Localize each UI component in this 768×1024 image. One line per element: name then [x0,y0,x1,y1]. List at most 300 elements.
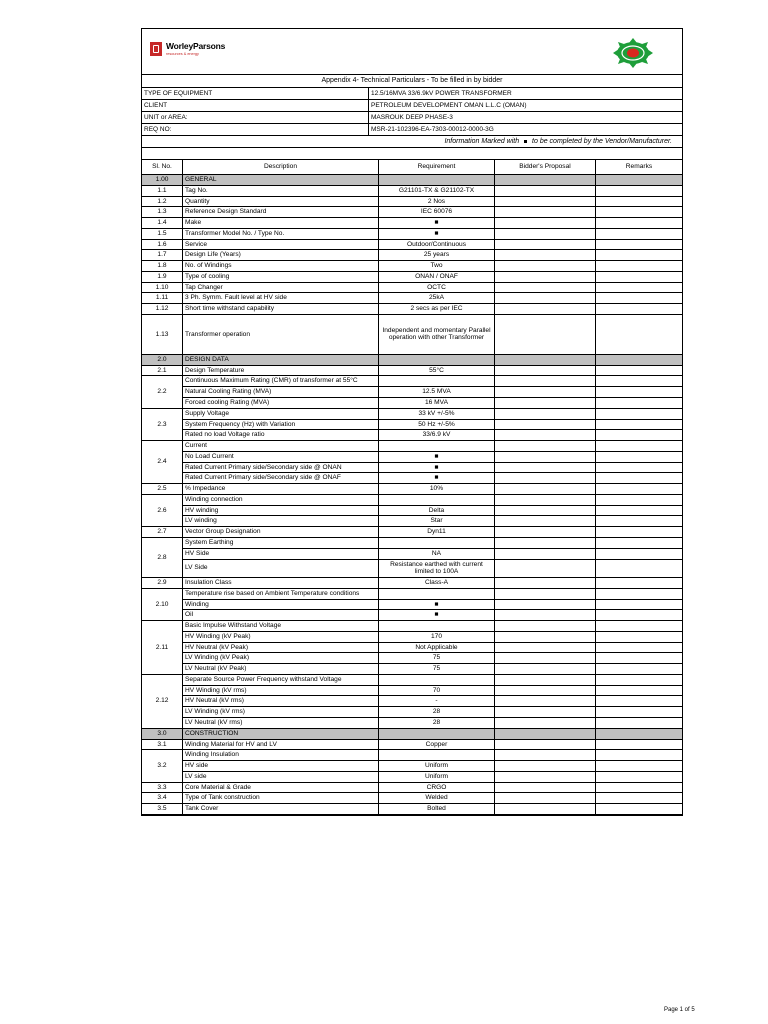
bidders-proposal-cell [495,419,596,430]
item-requirement: Outdoor/Continuous [379,239,495,250]
section-title: GENERAL [183,175,379,186]
remarks-cell [596,527,683,538]
bidders-proposal-cell [495,728,596,739]
remarks-cell [596,239,683,250]
bidders-proposal-cell [495,304,596,315]
table-row [142,261,682,272]
remarks-cell [596,685,683,696]
item-number: 1.7 [142,250,183,261]
table-row [142,441,682,452]
item-description: Vector Group Designation [183,527,379,538]
item-description: Temperature rise based on Ambient Temperature conditions [183,588,379,599]
table-row [142,696,682,707]
item-number: 1.10 [142,282,183,293]
remarks-cell [596,707,683,718]
item-description: HV Winding (kV Peak) [183,631,379,642]
bidders-proposal-cell [495,282,596,293]
bidders-proposal-cell [495,293,596,304]
item-description: Current [183,441,379,452]
item-requirement: Two [379,261,495,272]
bidders-proposal-cell [495,761,596,772]
info-value: MSR-21-102396-EA-7303-00012-0000-3G [371,126,494,133]
info-label: TYPE OF EQUIPMENT [142,88,369,99]
item-description: HV side [183,761,379,772]
bidders-proposal-cell [495,771,596,782]
item-description: HV winding [183,505,379,516]
bidders-proposal-cell [495,750,596,761]
remarks-cell [596,271,683,282]
item-description: Rated Current Primary side/Secondary side @ ONAF [183,473,379,484]
item-number: 2.2 [142,376,183,408]
item-requirement: Uniform [379,761,495,772]
table-row [142,365,682,376]
item-description: Separate Source Power Frequency withstand Voltage [183,674,379,685]
item-description: HV Winding (kV rms) [183,685,379,696]
item-description: Type of Tank construction [183,793,379,804]
item-description: LV Neutral (kV Peak) [183,664,379,675]
bidders-proposal-cell [495,451,596,462]
remarks-cell [596,728,683,739]
item-requirement: Dyn11 [379,527,495,538]
bidders-proposal-cell [495,354,596,365]
item-description: Winding [183,599,379,610]
remarks-cell [596,621,683,632]
table-row [142,750,682,761]
item-requirement: 50 Hz +/-5% [379,419,495,430]
item-requirement: Welded [379,793,495,804]
bidders-proposal-cell [495,271,596,282]
table-row [142,804,682,815]
bidders-proposal-cell [495,430,596,441]
bidders-proposal-cell [495,408,596,419]
pdo-logo-icon [610,37,656,69]
item-requirement: 25 years [379,250,495,261]
item-number: 2.10 [142,588,183,620]
item-requirement: ■ [379,462,495,473]
item-description: Tank Cover [183,804,379,815]
item-number: 1.3 [142,207,183,218]
bidders-proposal-cell [495,175,596,186]
item-requirement: NA [379,548,495,559]
table-row [142,610,682,621]
remarks-cell [596,505,683,516]
company-tagline: resources & energy [166,51,199,56]
item-requirement: 170 [379,631,495,642]
item-requirement: Resistance earthed with current limited to 100A [379,559,495,578]
remarks-cell [596,674,683,685]
table-row [142,473,682,484]
vendor-note [142,136,682,148]
info-value: MASROUK DEEP PHASE-3 [371,114,453,121]
remarks-cell [596,559,683,578]
section-row [142,728,682,739]
bidders-proposal-cell [495,250,596,261]
table-row [142,314,682,354]
remarks-cell [596,451,683,462]
col-requirement: Requirement [379,160,495,175]
item-description: LV side [183,771,379,782]
table-row [142,430,682,441]
item-description: LV winding [183,516,379,527]
item-requirement: IEC 60076 [379,207,495,218]
item-requirement: 16 MVA [379,398,495,409]
requirement-cell [379,354,495,365]
item-description: Rated no load Voltage ratio [183,430,379,441]
item-description: LV Neutral (kV rms) [183,717,379,728]
item-requirement: 55°C [379,365,495,376]
bidders-proposal-cell [495,621,596,632]
bidders-proposal-cell [495,376,596,387]
datasheet [141,28,683,816]
item-requirement: 33 kV +/-5% [379,408,495,419]
bidders-proposal-cell [495,664,596,675]
remarks-cell [596,537,683,548]
remarks-cell [596,588,683,599]
table-row [142,505,682,516]
company-name: WorleyParsons [166,41,226,51]
remarks-cell [596,354,683,365]
table-row [142,419,682,430]
item-description: % Impedance [183,484,379,495]
table-row [142,674,682,685]
item-number: 1.4 [142,218,183,229]
item-requirement: Copper [379,739,495,750]
item-number: 3.4 [142,793,183,804]
item-number: 2.3 [142,408,183,440]
item-number: 2.11 [142,621,183,675]
item-number: 2.4 [142,441,183,484]
table-row [142,761,682,772]
item-requirement: Delta [379,505,495,516]
item-requirement: 28 [379,717,495,728]
item-description: Core Material & Grade [183,782,379,793]
item-description: Winding Insulation [183,750,379,761]
remarks-cell [596,653,683,664]
item-number: 2.1 [142,365,183,376]
item-requirement: 28 [379,707,495,718]
bidders-proposal-cell [495,398,596,409]
item-number: 1.9 [142,271,183,282]
item-number: 3.2 [142,750,183,782]
bidders-proposal-cell [495,239,596,250]
bidders-proposal-cell [495,527,596,538]
bidders-proposal-cell [495,804,596,815]
table-row [142,462,682,473]
bidders-proposal-cell [495,505,596,516]
item-description: Type of cooling [183,271,379,282]
item-description: System Earthing [183,537,379,548]
particulars-table [142,160,682,815]
bullet-marker-icon [524,140,527,143]
item-requirement: Star [379,516,495,527]
requirement-cell [379,728,495,739]
table-row [142,494,682,505]
table-row [142,537,682,548]
table-row [142,451,682,462]
bidders-proposal-cell [495,548,596,559]
item-number: 1.1 [142,185,183,196]
info-row [142,88,682,100]
item-description: Transformer operation [183,314,379,354]
bidders-proposal-cell [495,642,596,653]
bidders-proposal-cell [495,588,596,599]
remarks-cell [596,293,683,304]
bidders-proposal-cell [495,685,596,696]
item-description: Design Temperature [183,365,379,376]
table-row [142,516,682,527]
remarks-cell [596,578,683,589]
remarks-cell [596,441,683,452]
item-number: 1.5 [142,228,183,239]
col-bidders-proposal: Bidder's Proposal [495,160,596,175]
table-row [142,664,682,675]
item-description: Winding Material for HV and LV [183,739,379,750]
section-title: CONSTRUCTION [183,728,379,739]
item-description: Insulation Class [183,578,379,589]
bidders-proposal-cell [495,578,596,589]
bidders-proposal-cell [495,537,596,548]
remarks-cell [596,516,683,527]
remarks-cell [596,462,683,473]
remarks-cell [596,314,683,354]
table-row [142,631,682,642]
item-description: Make [183,218,379,229]
table-row [142,387,682,398]
item-description: Short time withstand capability [183,304,379,315]
item-number: 3.5 [142,804,183,815]
item-requirement: ■ [379,451,495,462]
bidders-proposal-cell [495,387,596,398]
table-row [142,578,682,589]
table-row [142,484,682,495]
bidders-proposal-cell [495,484,596,495]
table-row [142,642,682,653]
item-description: Continuous Maximum Rating (CMR) of transformer at 55°C [183,376,379,387]
item-number: 2.12 [142,674,183,728]
item-requirement: 2 secs as per IEC [379,304,495,315]
table-header-row [142,160,682,175]
item-requirement [379,441,495,452]
table-row [142,293,682,304]
item-requirement: Bolted [379,804,495,815]
bidders-proposal-cell [495,707,596,718]
item-number: 1.8 [142,261,183,272]
remarks-cell [596,250,683,261]
table-row [142,527,682,538]
table-row [142,793,682,804]
item-description: Quantity [183,196,379,207]
remarks-cell [596,642,683,653]
section-row [142,354,682,365]
table-row [142,207,682,218]
requirement-cell [379,175,495,186]
remarks-cell [596,207,683,218]
remarks-cell [596,696,683,707]
bidders-proposal-cell [495,696,596,707]
item-description: Tag No. [183,185,379,196]
info-row [142,100,682,112]
item-description: Rated Current Primary side/Secondary side @ ONAN [183,462,379,473]
table-row [142,653,682,664]
info-block [142,88,682,136]
remarks-cell [596,218,683,229]
spacer [142,148,682,160]
col-remarks: Remarks [596,160,683,175]
remarks-cell [596,387,683,398]
item-description: System Frequency (Hz) with Variation [183,419,379,430]
item-requirement: 10% [379,484,495,495]
table-row [142,559,682,578]
table-row [142,408,682,419]
item-number: 1.2 [142,196,183,207]
remarks-cell [596,610,683,621]
item-description: Supply Voltage [183,408,379,419]
section-title: DESIGN DATA [183,354,379,365]
item-description: HV Side [183,548,379,559]
item-description: LV Winding (kV rms) [183,707,379,718]
item-requirement [379,621,495,632]
item-requirement [379,750,495,761]
item-description: No. of Windings [183,261,379,272]
info-row [142,112,682,124]
remarks-cell [596,430,683,441]
remarks-cell [596,365,683,376]
section-row [142,175,682,186]
bidders-proposal-cell [495,717,596,728]
item-requirement: 2 Nos [379,196,495,207]
table-row [142,707,682,718]
item-requirement: Independent and momentary Parallel operation with other Transformer [379,314,495,354]
table-row [142,304,682,315]
item-description: Design Life (Years) [183,250,379,261]
bidders-proposal-cell [495,462,596,473]
item-number: 1.12 [142,304,183,315]
table-row [142,685,682,696]
item-requirement: 33/6.9 kV [379,430,495,441]
item-requirement: 25kA [379,293,495,304]
item-requirement: G21101-TX & G21102-TX [379,185,495,196]
item-requirement: Not Applicable [379,642,495,653]
section-number: 1.00 [142,175,183,186]
item-requirement: 75 [379,664,495,675]
item-description: Service [183,239,379,250]
bidders-proposal-cell [495,228,596,239]
remarks-cell [596,408,683,419]
bidders-proposal-cell [495,793,596,804]
remarks-cell [596,494,683,505]
item-description: Reference Design Standard [183,207,379,218]
info-value: PETROLEUM DEVELOPMENT OMAN L.L.C (OMAN) [371,102,527,109]
bidders-proposal-cell [495,653,596,664]
bidders-proposal-cell [495,218,596,229]
table-row [142,739,682,750]
item-requirement: OCTC [379,282,495,293]
item-requirement: ■ [379,599,495,610]
logo-header [142,29,682,75]
table-row [142,782,682,793]
item-requirement: CRGO [379,782,495,793]
item-description: Winding connection [183,494,379,505]
item-number: 2.8 [142,537,183,577]
bidders-proposal-cell [495,365,596,376]
item-number: 2.6 [142,494,183,526]
worleyparsons-logo [150,42,225,56]
bidders-proposal-cell [495,314,596,354]
item-requirement [379,537,495,548]
remarks-cell [596,599,683,610]
bidders-proposal-cell [495,207,596,218]
item-requirement: - [379,696,495,707]
item-number: 1.6 [142,239,183,250]
bidders-proposal-cell [495,631,596,642]
item-requirement: Uniform [379,771,495,782]
remarks-cell [596,282,683,293]
item-requirement [379,494,495,505]
item-number: 2.7 [142,527,183,538]
info-value: 12.5/16MVA 33/6.9kV POWER TRANSFORMER [371,90,512,97]
item-requirement: ONAN / ONAF [379,271,495,282]
remarks-cell [596,484,683,495]
item-number: 2.9 [142,578,183,589]
note-text-before: Information Marked with [444,138,520,145]
col-description: Description [183,160,379,175]
remarks-cell [596,631,683,642]
item-requirement: Class-A [379,578,495,589]
bidders-proposal-cell [495,473,596,484]
item-number: 3.3 [142,782,183,793]
table-row [142,228,682,239]
item-requirement: 70 [379,685,495,696]
section-number: 3.0 [142,728,183,739]
table-row [142,771,682,782]
page-number: Page 1 of 5 [664,1007,695,1013]
item-requirement: 12.5 MVA [379,387,495,398]
table-row [142,282,682,293]
table-row [142,271,682,282]
table-row [142,239,682,250]
table-row [142,621,682,632]
item-number: 1.13 [142,314,183,354]
table-row [142,218,682,229]
remarks-cell [596,717,683,728]
bidders-proposal-cell [495,599,596,610]
table-row [142,548,682,559]
remarks-cell [596,664,683,675]
info-row [142,124,682,136]
item-description: HV Neutral (kV rms) [183,696,379,707]
sheet-title: Appendix 4- Technical Particulars - To be filled in by bidder [142,75,682,88]
section-number: 2.0 [142,354,183,365]
col-sl-no: Sl. No. [142,160,183,175]
remarks-cell [596,228,683,239]
table-row [142,250,682,261]
item-description: HV Neutral (kV Peak) [183,642,379,653]
item-description: Oil [183,610,379,621]
bidders-proposal-cell [495,196,596,207]
note-text-after: to be completed by the Vendor/Manufacturer. [532,138,672,145]
item-requirement [379,376,495,387]
table-row [142,717,682,728]
item-description: Natural Cooling Rating (MVA) [183,387,379,398]
table-body [142,175,682,815]
item-description: No Load Current [183,451,379,462]
remarks-cell [596,419,683,430]
table-row [142,185,682,196]
item-description: Tap Changer [183,282,379,293]
bidders-proposal-cell [495,610,596,621]
table-row [142,376,682,387]
item-number: 3.1 [142,739,183,750]
